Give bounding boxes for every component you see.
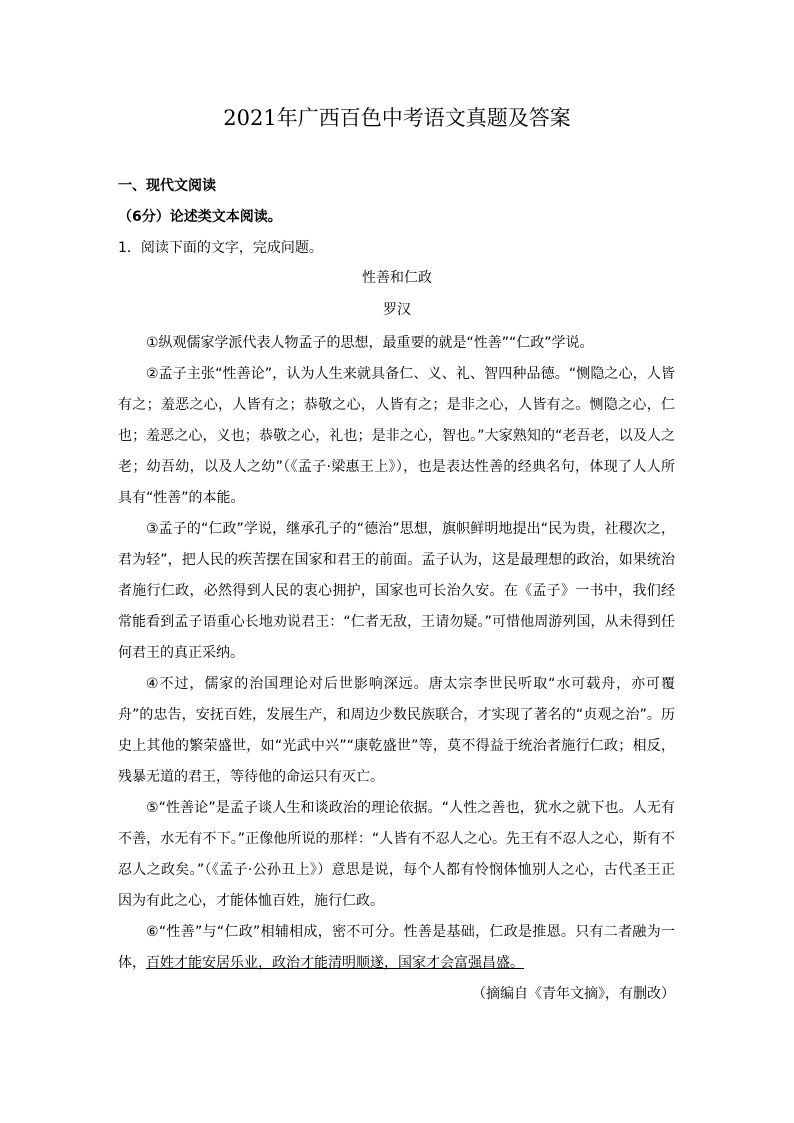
essay-paragraph-2: ②孟子主张“性善论”，认为人生来就具备仁、义、礼、智四种品德。“恻隐之心，人皆有之；羞恶之心，人皆有之；恭敬之心，人皆有之；是非之心，人皆有之。恻隐之心，仁也；羞恶之心，义也；恭敬之心，礼也；是非之心，智也。”大家熟知的“老吾老，以及人之老；幼吾幼，以及人之幼”（《孟子·梁惠王上》），也是表达性善的经典名句，体现了人人所具有“性善”的本能。 [118,366,675,506]
paragraph-6-lead: ⑥“性善”与“仁政”相辅相成，密不可分。性善是基础，仁政是推恩。只有二者融为一体， [118,924,675,971]
essay-title: 性善和仁政 [362,270,432,286]
document-title: 2021年广西百色中考语文真题及答案 [223,106,571,130]
underlined-sentence: 百姓才能安居乐业，政治才能清明顺遂，国家才会富强昌盛。 [146,955,524,971]
essay-paragraph-4: ④不过，儒家的治国理论对后世影响深远。唐太宗李世民听取“水可载舟，亦可覆舟”的忠告，安抚百姓，发展生产，和周边少数民族联合，才实现了著名的“贞观之治”。历史上其他的繁荣盛世，如“光武中兴”“康乾盛世”等，莫不得益于统治者施行仁政；相反，残暴无道的君王，等待他的命运只有灭亡。 [118,676,675,785]
sub-heading: （6分）论述类文本阅读。 [118,209,282,225]
essay-paragraph-3: ③孟子的“仁政”学说，继承孔子的“德治”思想，旗帜鲜明地提出“民为贵，社稷次之，君为轻”，把人民的疾苦摆在国家和君王的前面。孟子认为，这是最理想的政治，如果统治者施行仁政，必然得到人民的衷心拥护，国家也可长治久安。在《孟子》一书中，我们经常能看到孟子语重心长地劝说君王：“仁者无敌，王请勿疑。”可惜他周游列国，从未得到任何君王的真正采纳。 [118,521,675,661]
question-prompt: 1．阅读下面的文字，完成问题。 [118,240,323,256]
source-note: （摘编自《青年文摘》，有删改） [472,986,675,1002]
essay-paragraph-5: ⑤“性善论”是孟子谈人生和谈政治的理论依据。“人性之善也，犹水之就下也。人无有不善，水无有不下。”正像他所说的那样：“人皆有不忍人之心。先王有不忍人之心，斯有不忍人之政矣。”（《孟子·公孙丑上》）意思是说，每个人都有怜悯体恤别人之心，古代圣王正因为有此之心，才能体恤百姓，施行仁政。 [118,800,675,909]
essay-paragraph-1: ①纵观儒家学派代表人物孟子的思想，最重要的就是“性善”“仁政”学说。 [146,335,594,351]
essay-author: 罗汉 [383,302,411,318]
section-heading: 一、现代文阅读 [118,178,216,194]
essay-body [118,328,675,1010]
essay-paragraph-6 [118,917,675,979]
